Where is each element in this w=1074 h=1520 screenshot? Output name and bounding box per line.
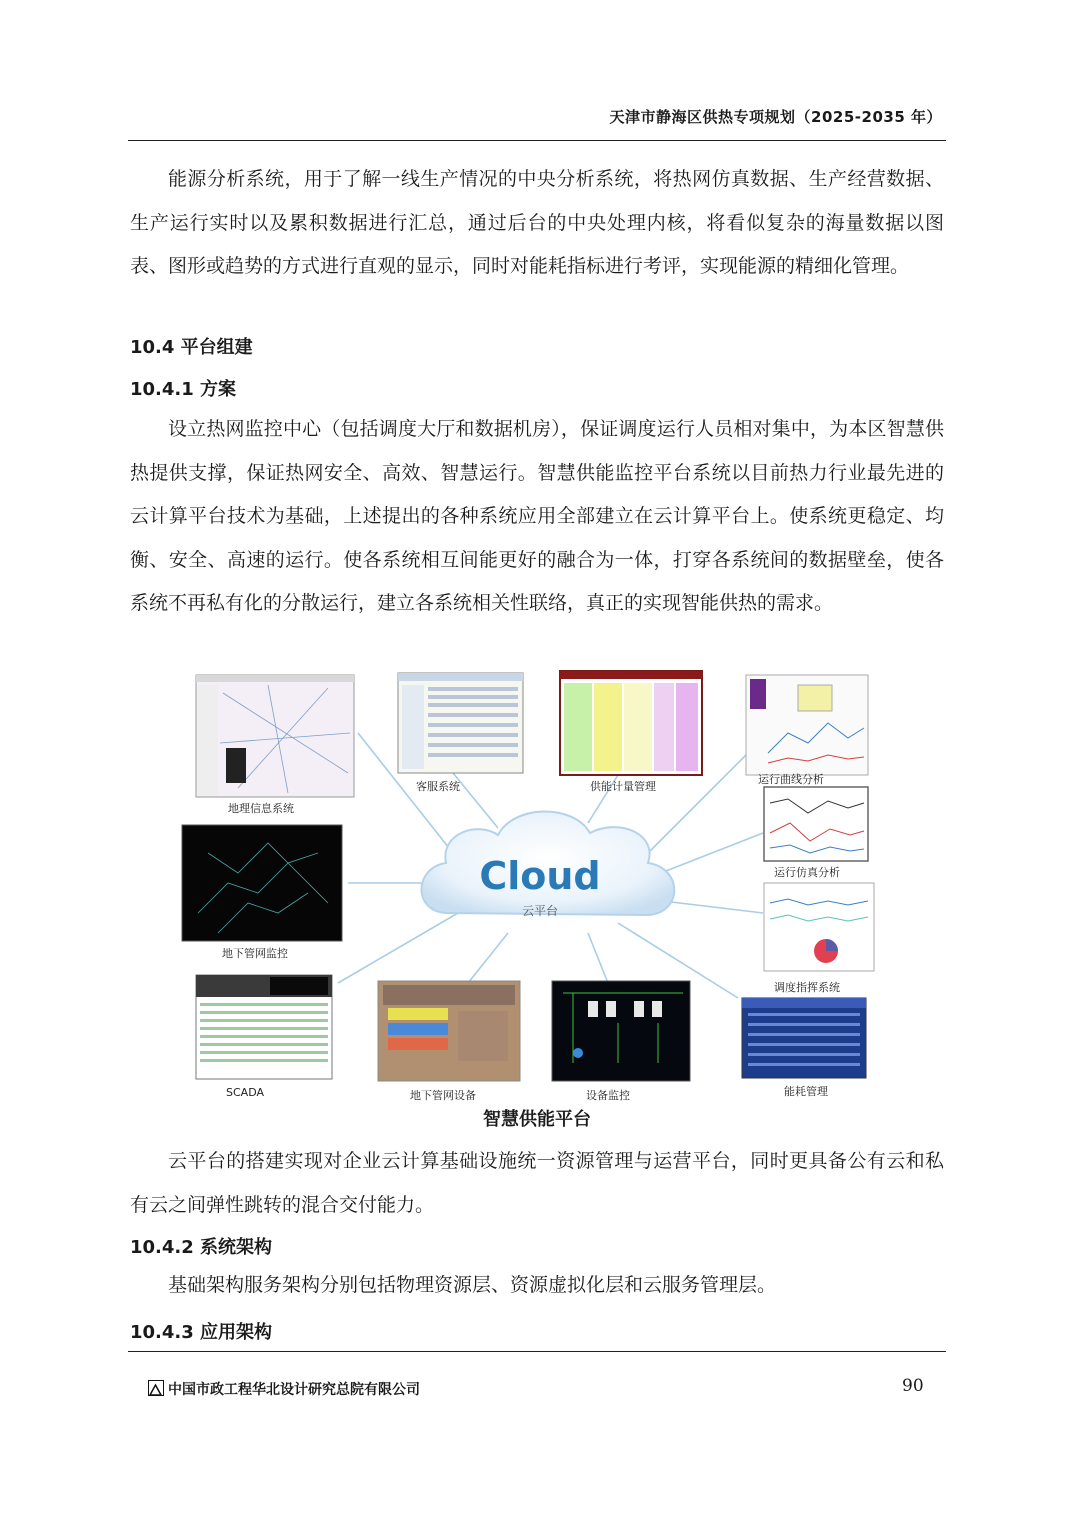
cloud-title: Cloud — [479, 854, 601, 898]
paragraph-infrastructure: 基础架构服务架构分别包括物理资源层、资源虚拟化层和云服务管理层。 — [168, 1274, 777, 1296]
caption-pipe-equipment: 地下管网设备 — [410, 1089, 476, 1102]
dispatch-screenshot — [764, 883, 874, 971]
running-header-title: 天津市静海区供热专项规划（2025-2035 年） — [609, 108, 942, 126]
paragraph-monitoring-center: 设立热网监控中心（包括调度大厅和数据机房），保证调度运行人员相对集中，为本区智慧供热提供支撑，保证热网安全、高效、智慧运行。智慧供能监控平台系统以目前热力行业最先进的云计算平台技术为基础，上述提出的各种系统应用全部建立在云计算平台上。使系统更稳定、均衡、安全、高速的运行。使各系统相互间能更好的融合为一体，打穿各系统间的数据壁垒，使各系统不再私有化的分散运行，建立各系统相关性联络，真正的实现智能供热的需求。 — [130, 418, 944, 614]
heading-10-4-1: 10.4.1 方案 — [130, 379, 237, 400]
paragraph-cloud-platform: 云平台的搭建实现对企业云计算基础设施统一资源管理与运营平台，同时更具备公有云和私有云之间弹性跳转的混合交付能力。 — [130, 1150, 944, 1216]
simulation-screenshot — [764, 787, 868, 861]
header-rule — [128, 140, 946, 141]
caption-energy: 能耗管理 — [784, 1085, 828, 1098]
heading-10-4: 10.4 平台组建 — [130, 337, 253, 358]
caption-curve: 运行曲线分析 — [758, 773, 824, 786]
cloud-subtitle: 云平台 — [521, 904, 559, 918]
pipe-network-monitor-screenshot — [182, 825, 342, 941]
logo-mark — [149, 1383, 162, 1396]
heading-10-4-2: 10.4.2 系统架构 — [130, 1237, 273, 1258]
heading-10-4-3: 10.4.3 应用架构 — [130, 1322, 273, 1343]
caption-customer: 客服系统 — [416, 780, 460, 793]
caption-metering: 供能计量管理 — [590, 780, 656, 793]
page-number: 90 — [902, 1376, 924, 1396]
scada-screenshot — [196, 975, 332, 1079]
customer-service-screenshot — [398, 673, 523, 773]
figure-caption: 智慧供能平台 — [483, 1109, 591, 1130]
metering-screenshot — [560, 671, 702, 775]
caption-pipe-monitor: 地下管网监控 — [222, 947, 288, 960]
footer-company-name: 中国市政工程华北设计研究总院有限公司 — [168, 1382, 420, 1398]
caption-simulation: 运行仿真分析 — [774, 866, 840, 879]
caption-gis: 地理信息系统 — [228, 802, 294, 815]
energy-consumption-screenshot — [742, 998, 866, 1078]
caption-dispatch: 调度指挥系统 — [774, 981, 840, 994]
company-logo-icon — [148, 1380, 164, 1396]
device-monitoring-screenshot — [552, 981, 690, 1081]
pipe-equipment-screenshot — [378, 981, 520, 1081]
paragraph-energy-analysis: 能源分析系统，用于了解一线生产情况的中央分析系统，将热网仿真数据、生产经营数据、生产运行实时以及累积数据进行汇总，通过后台的中央处理内核，将看似复杂的海量数据以图表、图形或趋势的方式进行直观的显示，同时对能耗指标进行考评，实现能源的精细化管理。 — [130, 168, 944, 277]
gis-screenshot — [196, 675, 354, 797]
footer-rule — [128, 1351, 946, 1352]
platform-diagram — [178, 663, 894, 1105]
running-curve-screenshot — [746, 675, 868, 775]
smart-energy-platform-figure — [178, 663, 894, 1105]
caption-device-monitor: 设备监控 — [586, 1089, 630, 1102]
caption-scada: SCADA — [226, 1086, 264, 1099]
